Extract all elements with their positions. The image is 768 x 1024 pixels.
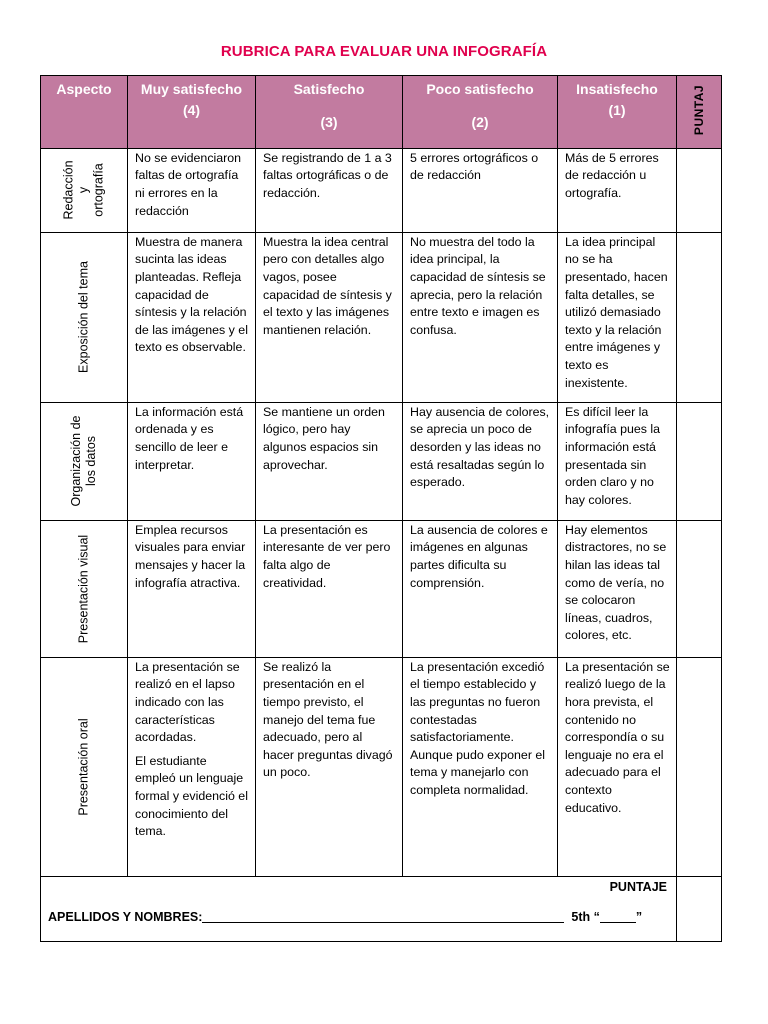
criteria-cell-c3 [403,232,558,402]
aspect-cell [41,520,128,657]
header-unsatisfied [558,76,677,149]
aspect-label [62,161,107,220]
header-row [41,76,722,149]
criteria-cell-c3 [403,520,558,657]
header-unsatisfied-score: (1) [608,102,626,118]
criteria-text: Se mantiene un orden lógico, pero hay algunos espacios sin aprovechar. [263,404,385,472]
score-cell[interactable] [677,402,722,520]
criteria-cell-c1 [128,402,256,520]
criteria-text: Es difícil leer la infografía pues la información está presentada sin orden claro y no hay colores. [565,404,661,507]
aspect-label-line: y [76,187,91,194]
header-unsatisfied-label: Insatisfecho [576,81,658,97]
criteria-text: Más de 5 errores de redacción u ortografía. [565,150,659,201]
criteria-text: No se evidenciaron faltas de ortografía ni errores en la redacción [135,150,242,218]
total-points-label: PUNTAJE [609,879,667,894]
criteria-cell-c4 [558,520,677,657]
header-points: PUNTAJ [677,76,722,149]
criteria-text: Muestra de manera sucinta las ideas planteadas. Refleja capacidad de síntesis y la relación de las imágenes y el texto es observable. [135,234,248,355]
criteria-text: Se registrando de 1 a 3 faltas ortográficas o de redacción. [263,150,392,201]
criteria-text: No muestra del todo la idea principal, la capacidad de síntesis se aprecia, pero la relación entre texto e imagen es confusa. [410,234,546,337]
criteria-cell-c4 [558,657,677,876]
aspect-label [77,535,92,643]
criteria-cell-c2 [256,402,403,520]
footer-cell [41,876,677,941]
aspect-cell [41,232,128,402]
score-cell[interactable] [677,148,722,232]
footer-row [41,876,722,941]
criteria-cell-c3 [403,402,558,520]
aspect-label-line: Redacción [61,160,76,220]
header-little-satisfied [403,76,558,149]
header-satisfied [256,76,403,149]
aspect-cell [41,148,128,232]
criteria-text: La ausencia de colores e imágenes en algunas partes dificulta su comprensión. [410,522,548,590]
aspect-label-line: Presentación visual [76,534,91,644]
grade-suffix: ” [635,909,643,924]
criteria-text: La presentación se realizó en el lapso indicado con las características acordadas. [135,659,240,745]
names-blank[interactable] [202,922,564,923]
criteria-text: Hay ausencia de colores, se aprecia un poco de desorden y las ideas no está resaltadas según lo esperado. [410,404,550,490]
criteria-cell-c2 [256,148,403,232]
criteria-cell-c1 [128,148,256,232]
criteria-cell-c2 [256,520,403,657]
table-row [41,148,722,232]
criteria-text: La presentación excedió el tiempo establecido y las preguntas no fueron contestadas satisfactoriamente. Aunque pudo exponer el tema y manejarlo con completa normalidad. [410,659,546,798]
criteria-text: La presentación es interesante de ver pero falta algo de creatividad. [263,522,391,590]
names-label: APELLIDOS Y NOMBRES: [48,909,203,924]
criteria-text: La presentación se realizó luego de la hora prevista, el contenido no correspondía o su lenguaje no era el adecuado para el contexto educativo. [565,659,670,815]
aspect-label [69,416,99,507]
table-row [41,402,722,520]
grade-prefix: 5th “ [571,909,600,924]
rubric-table [40,75,722,942]
criteria-cell-c4 [558,232,677,402]
score-cell[interactable] [677,232,722,402]
criteria-cell-c4 [558,402,677,520]
criteria-cell-c2 [256,232,403,402]
aspect-label [77,718,92,815]
criteria-cell-c4 [558,148,677,232]
grade-blank[interactable] [600,922,636,923]
header-very-satisfied-label: Muy satisfecho [140,81,243,97]
header-satisfied-score: (3) [320,114,338,130]
aspect-label-line: los datos [84,436,98,487]
aspect-label-line: Presentación oral [76,718,91,816]
table-row [41,232,722,402]
aspect-label-line: Organización de [69,415,83,507]
header-aspect: Aspecto [41,76,128,149]
score-cell[interactable] [677,520,722,657]
criteria-text: Se realizó la presentación en el tiempo previsto, el manejo del tema fue adecuado, pero al hacer preguntas divagó un poco. [263,659,393,780]
aspect-cell [41,657,128,876]
header-little-satisfied-score: (2) [471,114,489,130]
criteria-text: Hay elementos distractores, no se hilan las ideas tal como de vería, no se colocaron líneas, cuadros, colores, etc. [565,522,667,643]
total-score-cell[interactable] [677,876,722,941]
criteria-text: 5 errores ortográficos o de redacción [410,150,539,183]
criteria-text: Muestra la idea central pero con detalles algo vagos, posee capacidad de síntesis y el texto y las imágenes mantienen relación. [263,234,392,337]
header-very-satisfied [128,76,256,149]
page-title: RUBRICA PARA EVALUAR UNA INFOGRAFÍA [220,43,548,60]
criteria-cell-c2 [256,657,403,876]
criteria-cell-c1 [128,232,256,402]
criteria-text: La idea principal no se ha presentado, hacen falta detalles, se utilizó demasiado texto y la relación entre imágenes y texto es inexistente. [565,234,668,390]
criteria-text: El estudiante empleó un lenguaje formal y evidenció el conocimiento del tema. [135,753,248,839]
aspect-label-line: Exposición del tema [76,261,91,374]
student-name-line [48,910,642,924]
criteria-cell-c3 [403,657,558,876]
criteria-cell-c1 [128,657,256,876]
header-satisfied-label: Satisfecho [293,81,365,97]
table-row [41,657,722,876]
criteria-text: La información está ordenada y es sencillo de leer e interpretar. [135,404,244,472]
criteria-text: Emplea recursos visuales para enviar mensajes y hacer la infografía atractiva. [135,522,246,590]
aspect-cell [41,402,128,520]
table-row [41,520,722,657]
header-little-satisfied-label: Poco satisfecho [426,81,534,97]
criteria-cell-c1 [128,520,256,657]
score-cell[interactable] [677,657,722,876]
criteria-cell-c3 [403,148,558,232]
aspect-label [77,261,92,373]
header-very-satisfied-score: (4) [182,102,201,118]
aspect-label-line: ortografía [91,163,106,218]
